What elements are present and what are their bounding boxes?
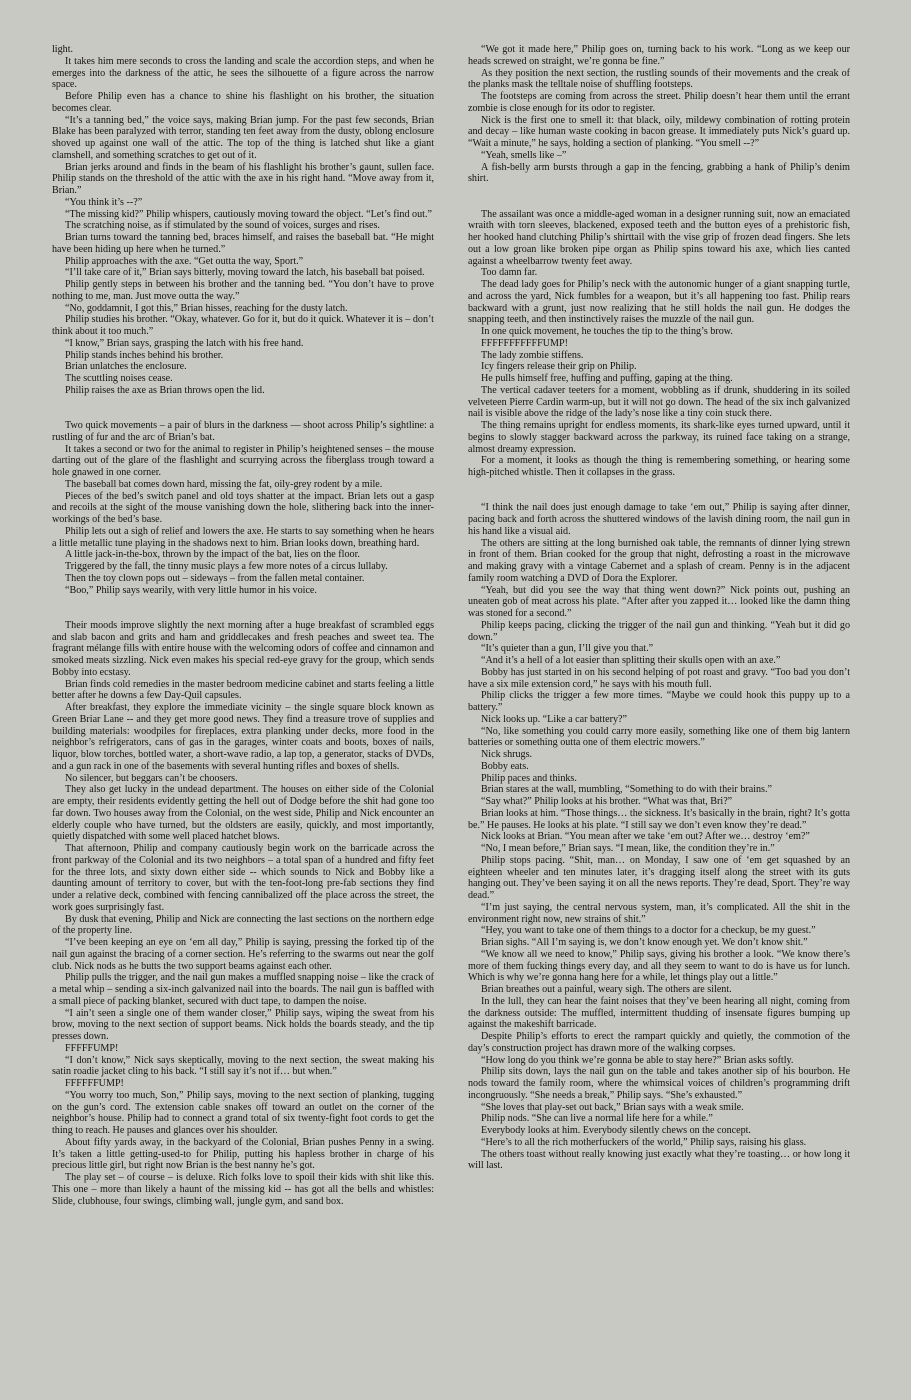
left-paragraph: FFFFFFUMP!	[65, 1078, 124, 1089]
left-paragraph: light.	[52, 44, 74, 55]
right-paragraph: Brian stares at the wall, mumbling, “Something to do with their brains.”	[481, 784, 772, 796]
left-paragraph: A little jack-in-the-box, thrown by the impact of the bat, lies on the floor.	[65, 549, 360, 561]
right-paragraph: “She loves that play-set out back,” Brian says with a weak smile.	[481, 1101, 744, 1113]
right-paragraph: Brian looks at him. “Those things… the sickness. It’s basically in the brain, right? It’s gotta be.” He pauses. He looks at his plate. “I still say we don’t even know they’re dead.”	[468, 807, 850, 831]
left-paragraph: No silencer, but beggars can’t be choosers.	[65, 772, 238, 784]
right-paragraph: “Hey, you want to take one of them things to a doctor for a checkup, be my guest.”	[481, 925, 816, 937]
right-paragraph: Philip clicks the trigger a few more times. “Maybe we could hook this puppy up to a battery.”	[468, 690, 850, 713]
right-paragraph: The vertical cadaver teeters for a moment, wobbling as if drunk, shuddering in its soiled velveteen Pierre Cardin warm-up, but it will not go down. The head of the six inch galvanized nail is visible above the ridge of the lady’s nose like a tiny coin stuck there.	[468, 384, 850, 420]
left-paragraph: That afternoon, Philip and company cautiously begin work on the barricade across the front parkway of the Colonial and its two neighbors – a total span of a hundred and fifty feet for the three lots, and sixty down either side -- which sounds to Nick and Bobby like a daunting amount of territory to cover, but with the ten-foot-long pre-fab sections they find under a relative deck, combined with fencing cannibalized off the place across the street, the work goes surprisingly fast.	[52, 843, 434, 913]
right-paragraph: Philip keeps pacing, clicking the trigger of the nail gun and thinking. “Yeah but it did go down.”	[468, 619, 850, 643]
left-paragraph: Philip approaches with the axe. “Get outta the way, Sport.”	[65, 255, 304, 267]
right-text-column	[468, 44, 850, 1370]
right-paragraph: Nick looks up. “Like a car battery?”	[481, 713, 628, 725]
right-paragraph: In the lull, they can hear the faint noises that they’ve been hearing all night, coming from the darkness outside: The muffled, intermittent thudding of insensate figures bumping up against the makeshift barricade.	[468, 995, 850, 1031]
left-paragraph: FFFFFUMP!	[65, 1042, 119, 1054]
right-paragraph: The others are sitting at the long burnished oak table, the remnants of dinner lying strewn in front of them. Brian cooked for the group that night, defrosting a roast in the microwave and making gravy with a vintage Cabernet and a splash of cream. Penny is in the adjacent family room watching a DVD of Dora the Explorer.	[468, 537, 850, 584]
left-paragraph: “I ain’t seen a single one of them wander closer,” Philip says, wiping the sweat from his brow, moving to the next section of support beams. Nick holds the boards steady, and the tip presses down.	[52, 1007, 434, 1042]
right-paragraph: The others toast without really knowing just exactly what they’re toasting… or how long it will last.	[468, 1148, 850, 1172]
right-paragraph: A fish-belly arm bursts through a gap in the fencing, grabbing a hank of Philip’s denim shirt.	[468, 161, 850, 185]
right-paragraph: Bobby eats.	[481, 760, 529, 772]
right-paragraph: The lady zombie stiffens.	[481, 349, 584, 361]
right-paragraph: In one quick movement, he touches the tip to the thing’s brow.	[481, 326, 733, 337]
right-paragraph: “How long do you think we’re gonna be able to stay here?” Brian asks softly.	[481, 1054, 794, 1066]
left-paragraph: After breakfast, they explore the immediate vicinity – the single square block known as Green Briar Lane -- and they get more good news. They find a treasure trove of supplies and building materials: woodpiles for fireplaces, extra planking under decks, more food in the neighbor’s refrigerators, cans of gas in the garages, winter coats and boots, boxes of nails, liquor, blow torches, bottled water, a short-wave radio, a lap top, a generator, stacks of DVDs, and a gun rack in one of the basements with several hunting rifles and boxes of shells.	[52, 702, 434, 772]
left-paragraph: “I know,” Brian says, grasping the latch with his free hand.	[65, 337, 304, 349]
two-column-layout	[52, 44, 859, 1370]
right-paragraph: The assailant was once a middle-aged woman in a designer running suit, now an emaciated wraith with torn sleeves, blackened, exposed teeth and the button eyes of a prehistoric fish, her hooked hand clutching Philip’s shirttail with the vise grip of frozen dead fingers. She lets out a low groan like broken pipe organ as Philip spins toward his axe, which lies canted against a wheelbarrow twenty feet away.	[468, 208, 850, 267]
left-paragraph: Philip pulls the trigger, and the nail gun makes a muffled snapping noise – like the crack of a metal whip – sending a six-inch galvanized nail into the boards. The nail gun is baffled with a small piece of packing blanket, secured with duct tape, to dampen the noise.	[52, 972, 434, 1007]
right-paragraph: Philip stops pacing. “Shit, man… on Monday, I saw one of ‘em get squashed by an eighteen wheeler and ten minutes later, it’s dragging itself along the street with its guts hanging out. They’ve been saying it on all the news reports. They’re dead, Sport. They’re way dead.”	[468, 854, 850, 901]
right-paragraph: “I’m just saying, the central nervous system, man, it’s complicated. All the shit in the environment right now, new strains of shit.”	[468, 901, 850, 925]
left-paragraph: Brian turns toward the tanning bed, braces himself, and raises the baseball bat. “He might have been hiding up here when he turned.”	[52, 232, 434, 255]
left-paragraph: About fifty yards away, in the backyard of the Colonial, Brian pushes Penny in a swing. It’s taken a little getting-used-to for Philip, putting his hapless brother in charge of his precious little girl, but right now Brian is the best nanny he’s got.	[52, 1136, 434, 1172]
left-paragraph: Brian jerks around and finds in the beam of his flashlight his brother’s gaunt, sullen face. Philip stands on the threshold of the attic with the axe in his right hand. “Move away from it, Brian.”	[52, 161, 434, 196]
right-paragraph: “We know all we need to know,” Philip says, giving his brother a look. “We know there’s more of them fucking things every day, and all they seem to want to do is have us for lunch. Which is why we’re gonna hang here for a while, let things play out a little.”	[468, 948, 850, 984]
left-paragraph: It takes him mere seconds to cross the landing and scale the accordion steps, and when he emerges into the darkness of the attic, he sees the silhouette of a figure across the narrow space.	[52, 55, 434, 91]
right-paragraph: The thing remains upright for endless moments, its shark-like eyes turned upward, until it begins to slowly stagger backward across the parkway, its ruined face taking on a strange, almost dreamy expression.	[468, 420, 850, 455]
right-paragraph: “Yeah, but did you see the way that thing went down?” Nick points out, pushing an uneaten gob of meat across his plate. “After after you zapped it… looked like the damn thing was stoned for a second.”	[468, 584, 850, 619]
left-paragraph: Philip gently steps in between his brother and the tanning bed. “You don’t have to prove nothing to me, man. Just move outta the way.”	[52, 279, 434, 302]
left-paragraph: Philip stands inches behind his brother.	[65, 349, 224, 361]
right-paragraph: For a moment, it looks as though the thing is remembering something, or hearing some high-pitched whistle. Then it collapses in the grass.	[468, 455, 850, 478]
left-paragraph: Then the toy clown pops out – sideways – from the fallen metal container.	[65, 572, 365, 584]
left-paragraph: Their moods improve slightly the next morning after a huge breakfast of scrambled eggs and slab bacon and grits and ham and griddlecakes and fresh peaches and sweet tea. The fragrant mélange fills with entire house with the welcoming odors of coffee and cinnamon and smoked meats sizzling. Nick even makes his special red-eye gravy for the group, which sends Bobby into ecstasy.	[52, 619, 434, 678]
right-paragraph: FFFFFFFFFFFUMP!	[481, 337, 568, 349]
right-paragraph: “I think the nail does just enough damage to take ‘em out,” Philip is saying after dinner, pacing back and forth across the shuttered windows of the lavish dining room, the nail gun in his hand like a visual aid.	[468, 502, 850, 537]
right-paragraph: Nick is the first one to smell it: that black, oily, mildewy combination of rotting protein and decay – like human waste cooking in bacon grease. It immediately puts Nick’s guard up. “Wait a minute,” he says, holding a section of planking. “You smell --?”	[468, 114, 850, 149]
right-paragraph: He pulls himself free, huffing and puffing, gaping at the thing.	[481, 373, 733, 384]
right-paragraph: “And it’s a hell of a lot easier than splitting their skulls open with an axe.”	[481, 655, 781, 666]
left-paragraph: The scuttling noises cease.	[65, 373, 173, 384]
left-paragraph: Before Philip even has a chance to shine his flashlight on his brother, the situation becomes clear.	[52, 91, 434, 114]
left-paragraph: “You think it’s --?”	[65, 196, 143, 208]
left-paragraph: They also get lucky in the undead department. The houses on either side of the Colonial are empty, their residents evidently getting the hell out of Dodge before the shit had gone too far down. Two houses away from the Colonial, on the west side, Philip and Nick encounter an elderly couple who have turned, but the oldsters are easily, quickly, and most importantly, quietly dispatched with some well placed hatchet blows.	[52, 784, 434, 843]
left-paragraph: The play set – of course – is deluxe. Rich folks love to spoil their kids with shit like this. This one – more than likely a haunt of the missing kid -- has got all the bells and whistles: Slide, clubhouse, four swings, climbing wall, jungle gym, and sand box.	[52, 1172, 434, 1207]
left-paragraph: Philip studies his brother. “Okay, whatever. Go for it, but do it quick. Whatever it is – don’t think about it too much.”	[52, 314, 434, 337]
right-paragraph: The footsteps are coming from across the street. Philip doesn’t hear them until the errant zombie is close enough for its odor to register.	[468, 91, 850, 114]
right-paragraph: “No, I mean before,” Brian says. “I mean, like, the condition they’re in.”	[481, 843, 775, 854]
left-paragraph: Two quick movements – a pair of blurs in the darkness — shoot across Philip’s sightline: a rustling of fur and the arc of Brian’s bat.	[52, 420, 434, 443]
right-paragraph: Too damn far.	[481, 267, 538, 279]
right-paragraph: “It’s quieter than a gun, I’ll give you that.”	[481, 643, 654, 655]
left-paragraph: It takes a second or two for the animal to register in Philip’s heightened senses – the mouse darting out of the glare of the flashlight and scurrying across the fiberglass trough toward a hole gnawed in one corner.	[52, 443, 434, 478]
left-paragraph: Brian unlatches the enclosure.	[65, 361, 187, 373]
left-paragraph: By dusk that evening, Philip and Nick are connecting the last sections on the northern edge of the property line.	[52, 913, 434, 937]
left-paragraph: “I don’t know,” Nick says skeptically, moving to the next section, the sweat making his satin roadie jacket cling to his back. “I still say it’s not if… but when.”	[52, 1054, 434, 1078]
right-paragraph: Philip paces and thinks.	[481, 772, 577, 784]
left-paragraph: “No, goddamnit, I got this,” Brian hisses, reaching for the dusty latch.	[65, 302, 348, 314]
left-paragraph: “I’ve been keeping an eye on ‘em all day,” Philip is saying, pressing the forked tip of the nail gun against the bracing of a corner section. He’s referring to the swarms out near the golf club. Nick nods as he butts the two support beams against each other.	[52, 937, 434, 972]
right-paragraph: The dead lady goes for Philip’s neck with the autonomic hunger of a giant snapping turtle, and across the yard, Nick fumbles for a weapon, but it’s all happening too fast. Philip rears backward with a grunt, just now realizing that he still holds the nail gun. He dodges the snapping teeth, and then instinctively raises the muzzle of the nail gun.	[468, 279, 850, 326]
left-paragraph: Philip raises the axe as Brian throws open the lid.	[65, 384, 265, 396]
left-paragraph: “The missing kid?” Philip whispers, cautiously moving toward the object. “Let’s find out.”	[65, 208, 432, 220]
right-paragraph: Nick shrugs.	[481, 749, 533, 760]
left-paragraph: Pieces of the bed’s switch panel and old toys shatter at the impact. Brian lets out a gasp and recoils at the sight of the mouse vanishing down the hole, slithering back into the inner-workings of the bed’s base.	[52, 490, 434, 525]
right-paragraph: “Yeah, smells like –”	[481, 149, 567, 161]
right-paragraph: Despite Philip’s efforts to erect the rampart quickly and quietly, the commotion of the day’s construction project has drawn more of the walking corpses.	[468, 1031, 850, 1054]
right-paragraph: Icy fingers release their grip on Philip.	[481, 361, 637, 373]
left-paragraph: Brian finds cold remedies in the master bedroom medicine cabinet and starts feeling a little better after he downs a few Day-Quil capsules.	[52, 678, 434, 702]
right-paragraph: As they position the next section, the rustling sounds of their movements and the creak of the planks mask the telltale noise of shuffling footsteps.	[468, 67, 850, 91]
right-paragraph: “Say what?” Philip looks at his brother. “What was that, Bri?”	[481, 796, 733, 807]
left-paragraph: The baseball bat comes down hard, missing the fat, oily-grey rodent by a mile.	[65, 478, 383, 490]
left-text-column	[52, 44, 434, 1370]
left-paragraph: “Boo,” Philip says wearily, with very little humor in his voice.	[65, 584, 317, 596]
right-paragraph: Nick looks at Brian. “You mean after we take ‘em out? After we… destroy ‘em?”	[481, 831, 810, 843]
right-paragraph: “We got it made here,” Philip goes on, turning back to his work. “Long as we keep our heads screwed on straight, we’re gonna be fine.”	[468, 44, 850, 67]
left-paragraph: Triggered by the fall, the tinny music plays a few more notes of a circus lullaby.	[65, 561, 388, 572]
right-paragraph: Bobby has just started in on his second helping of pot roast and gravy. “Too bad you don’t have a six mile extension cord,” he says with his mouth full.	[468, 666, 850, 690]
right-paragraph: Everybody looks at him. Everybody silently chews on the concept.	[481, 1125, 751, 1136]
right-paragraph: Brian breathes out a painful, weary sigh. The others are silent.	[481, 984, 732, 995]
left-paragraph: “You worry too much, Son,” Philip says, moving to the next section of planking, tugging on the gun’s cord. The extension cable snakes off toward an outlet on the corner of the neighbor’s house. Philip had to connect a grand total of six twenty-fight foot cords to get the thing to reach. He pauses and glances over his shoulder.	[52, 1089, 434, 1136]
right-paragraph: “No, like something you could carry more easily, something like one of them big lantern batteries or something outta one of them electric mowers.”	[468, 725, 850, 749]
left-paragraph: Philip lets out a sigh of relief and lowers the axe. He starts to say something when he hears a little metallic tune playing in the shadows next to him. Brian looks down, breathing hard.	[52, 525, 434, 549]
right-paragraph: Brian sighs. “All I’m saying is, we don’t know enough yet. We don’t know shit.”	[481, 937, 808, 948]
left-paragraph: “I’ll take care of it,” Brian says bitterly, moving toward the latch, his baseball bat poised.	[65, 267, 425, 279]
left-paragraph: The scratching noise, as if stimulated by the sound of voices, surges and rises.	[65, 220, 380, 232]
right-paragraph: Philip nods. “She can live a normal life here for a while.”	[481, 1113, 713, 1125]
right-paragraph: Philip sits down, lays the nail gun on the table and takes another sip of his bourbon. He nods toward the family room, where the whimsical voices of children’s programming drift incongruously. “She needs a break,” Philip says. “She’s exhausted.”	[468, 1066, 850, 1101]
left-paragraph: “It’s a tanning bed,” the voice says, making Brian jump. For the past few seconds, Brian Blake has been paralyzed with terror, standing ten feet away from the dusty, oblong enclosure shoved up against one wall of the attic. The top of the thing is latched shut like a giant clamshell, and something scratches to get out of it.	[52, 114, 434, 161]
right-paragraph: “Here’s to all the rich motherfuckers of the world,” Philip says, raising his glass.	[481, 1136, 807, 1148]
